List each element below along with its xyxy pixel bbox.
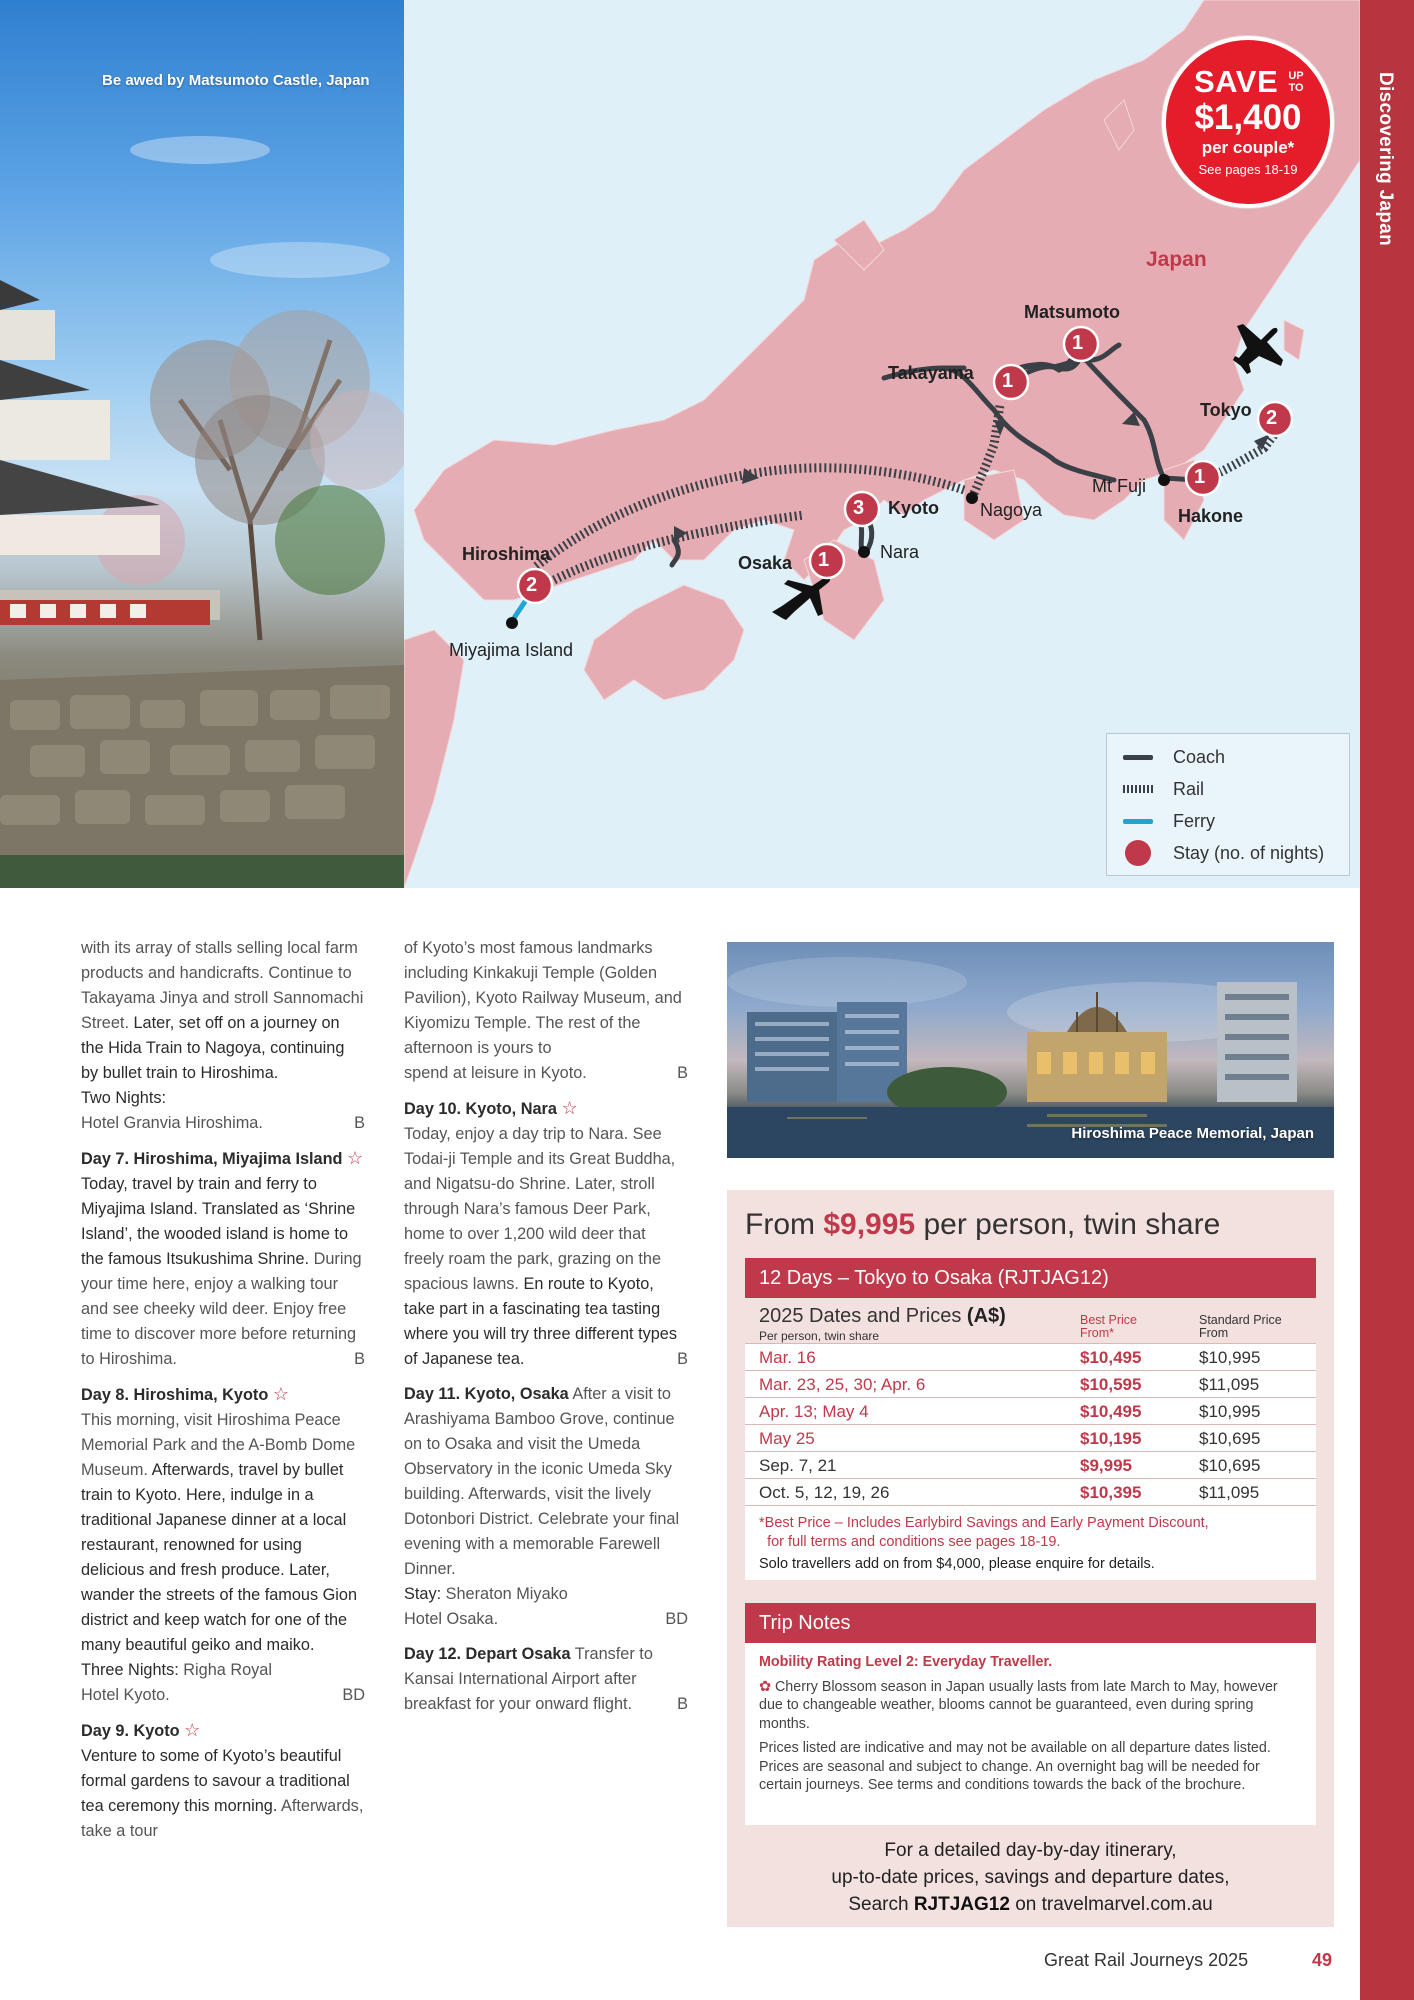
hotel-name: Hotel Kyoto.	[81, 1686, 170, 1704]
stay-tokyo: 2	[1266, 407, 1278, 429]
day-title: Day 8. Hiroshima, Kyoto	[81, 1386, 269, 1404]
itinerary-day6-continued	[81, 936, 365, 1136]
city-kyoto: Kyoto	[888, 498, 939, 518]
best-price-header-line2: From*	[1080, 1326, 1115, 1340]
itinerary-day7	[81, 1146, 365, 1372]
stay-osaka: 1	[818, 549, 830, 571]
footer-publication-title: Great Rail Journeys 2025	[1044, 1950, 1249, 1970]
cherry-blossom-text: Cherry Blossom season in Japan usually lasts from late March to May, however due to changeable weather, blooms cannot be guaranteed, even during spring months.	[759, 1678, 1278, 1732]
text: Later, set off on a journey on the Hida Train to Nagoya, continuing by bullet train to Hiroshima.	[81, 1014, 345, 1082]
section-side-tab-label: Discovering Japan	[1375, 72, 1396, 247]
row-date: Oct. 5, 12, 19, 26	[759, 1483, 890, 1502]
table-row	[745, 1371, 1316, 1398]
legend-rail	[1123, 776, 1204, 802]
cta-search-prefix: Search	[848, 1894, 909, 1915]
cta-line1: For a detailed day-by-day itinerary,	[884, 1840, 1177, 1861]
footnote-line1: *Best Price – Includes Earlybird Savings and Early Payment Discount,	[759, 1515, 1209, 1531]
ferry-swatch	[1123, 808, 1155, 834]
text: Three Nights:	[81, 1661, 179, 1679]
text: After a visit to Arashiyama Bamboo Grove, continue on to Osaka and visit the Umeda Observatory in the iconic Umeda Sky building. Afterwards, visit the lively Dotonbori District. Celebrate your final evening with a memorable Farewell Dinner.	[404, 1385, 680, 1578]
row-best-price: $9,995	[1080, 1456, 1132, 1475]
standard-price-header-line1: Standard Price	[1199, 1313, 1282, 1327]
dates-heading-text: 2025 Dates and Prices	[759, 1305, 962, 1327]
hotel-line	[81, 1683, 365, 1708]
row-date: Mar. 16	[759, 1348, 816, 1367]
meal-line	[81, 1347, 365, 1372]
dates-currency: (A$)	[966, 1305, 1006, 1327]
row-standard-price: $10,995	[1199, 1402, 1261, 1421]
stay-hiroshima: 2	[526, 574, 538, 596]
standard-price-header	[1199, 1314, 1282, 1340]
itinerary-column-1	[81, 936, 365, 1854]
text: Afterwards, travel by bullet train to Kyoto. Here, indulge in a traditional Japanese dinner at a local restaurant, renowned for using delicious and fresh produce. Later, wander the streets of the famous Gion district and keep watch for one of the many beautiful geiko and maiko.	[81, 1461, 358, 1654]
text: Righa Royal	[183, 1661, 272, 1679]
itinerary-cta	[727, 1837, 1334, 1918]
legend-rail-label: Rail	[1173, 778, 1205, 799]
text: Transfer to Kansai International Airport after	[404, 1645, 653, 1688]
city-nara: Nara	[880, 542, 920, 562]
hiroshima-photo-caption: Hiroshima Peace Memorial, Japan	[1071, 1125, 1314, 1142]
itinerary-day11	[404, 1382, 688, 1632]
text: to Hiroshima.	[81, 1350, 177, 1368]
trip-title-bar: 12 Days – Tokyo to Osaka (RJTJAG12)	[745, 1258, 1316, 1298]
text: Today, travel by train and ferry to Miyajima Island. Translated as ‘Shrine Island’, the wooded island is home to the famous Itsukushima Shrine.	[81, 1175, 356, 1268]
city-miyajima: Miyajima Island	[449, 640, 574, 660]
row-standard-price: $10,695	[1199, 1429, 1261, 1448]
table-row	[745, 1425, 1316, 1452]
row-date: Apr. 13; May 4	[759, 1402, 869, 1421]
cta-website[interactable]: on travelmarvel.com.au	[1015, 1894, 1213, 1915]
from-prefix: From	[745, 1208, 815, 1241]
meal-line	[404, 1347, 688, 1372]
text: Today, enjoy a day trip to Nara. See Todai-ji Temple and its Great Buddha, and Nigatsu-do Shrine. Later, stroll through Nara’s famous Deer Park, home to over 1,200 wild deer that freely roam the park, grazing on the spacious lawns.	[404, 1125, 676, 1293]
badge-amount: $1,400	[1194, 98, 1302, 137]
city-tokyo: Tokyo	[1200, 400, 1252, 420]
map-legend	[1106, 733, 1350, 876]
from-price: $9,995	[823, 1208, 916, 1241]
from-price-line	[745, 1208, 1220, 1242]
meal-code: B	[677, 1064, 688, 1082]
mobility-rating: Mobility Rating Level 2: Everyday Traveller.	[759, 1654, 1053, 1670]
meal-code: B	[677, 1350, 688, 1368]
badge-see-pages: See pages 18-19	[1198, 162, 1298, 177]
footnote-line2: for full terms and conditions see pages 18-19.	[767, 1534, 1061, 1550]
best-price-header	[1080, 1314, 1137, 1340]
itinerary-day9	[81, 1718, 365, 1844]
castle-photo	[0, 0, 404, 888]
country-label: Japan	[1146, 248, 1207, 271]
city-matsumoto: Matsumoto	[1024, 302, 1120, 322]
city-takayama: Takayama	[888, 363, 974, 383]
city-nagoya: Nagoya	[980, 500, 1043, 520]
text: of Japanese tea.	[404, 1350, 525, 1368]
text: Two Nights:	[81, 1089, 167, 1107]
text: Sheraton Miyako	[445, 1585, 568, 1603]
meal-code: B	[677, 1695, 688, 1713]
dates-heading	[759, 1305, 1006, 1328]
row-date: Sep. 7, 21	[759, 1456, 837, 1475]
legend-ferry-label: Ferry	[1173, 810, 1215, 831]
city-hakone: Hakone	[1178, 506, 1244, 526]
star-icon: ☆	[561, 1098, 578, 1118]
stay-matsumoto: 1	[1072, 332, 1084, 354]
text: This morning, visit Hiroshima Peace Memorial Park and the A-Bomb Dome Museum.	[81, 1411, 356, 1479]
day-title: Day 9. Kyoto	[81, 1722, 180, 1740]
itinerary-day9-continued	[404, 936, 688, 1086]
row-standard-price: $10,995	[1199, 1348, 1261, 1367]
meal-line	[404, 1692, 688, 1717]
solo-note: Solo travellers add on from $4,000, please enquire for details.	[759, 1556, 1155, 1572]
text: with its array of stalls selling local farm products and handicrafts. Continue to Takayama Jinya and stroll Sannomachi Street.	[81, 939, 364, 1032]
text: Venture to some of Kyoto’s beautiful formal gardens to savour a traditional tea ceremony this morning.	[81, 1747, 350, 1815]
itinerary-day8	[81, 1382, 365, 1708]
star-icon: ☆	[184, 1720, 201, 1740]
trip-notes-box	[745, 1643, 1316, 1825]
day-title: Day 12. Depart Osaka	[404, 1645, 571, 1663]
hiroshima-photo	[727, 942, 1334, 1158]
row-date: May 25	[759, 1429, 815, 1448]
row-standard-price: $11,095	[1199, 1375, 1260, 1394]
row-best-price: $10,595	[1080, 1375, 1142, 1394]
legend-coach	[1123, 744, 1225, 770]
from-suffix: per person, twin share	[923, 1208, 1221, 1241]
meal-line	[404, 1061, 688, 1086]
city-mt-fuji: Mt Fuji	[1092, 476, 1146, 496]
pricing-panel	[727, 1190, 1334, 1927]
text: Stay:	[404, 1585, 442, 1603]
star-icon: ☆	[272, 1384, 289, 1404]
row-date: Mar. 23, 25, 30; Apr. 6	[759, 1375, 926, 1394]
hotel-name: Hotel Osaka.	[404, 1610, 499, 1628]
meal-code: B	[354, 1114, 365, 1132]
row-best-price: $10,195	[1080, 1429, 1142, 1448]
table-row	[745, 1398, 1316, 1425]
table-row	[745, 1479, 1316, 1506]
stay-kyoto: 3	[853, 497, 865, 519]
itinerary-column-2	[404, 936, 688, 1727]
legend-ferry	[1123, 808, 1215, 834]
castle-illustration	[0, 0, 404, 888]
table-row	[745, 1452, 1316, 1479]
badge-upto: UP TO	[1288, 70, 1304, 94]
standard-price-header-line2: From	[1199, 1326, 1229, 1340]
castle-photo-caption: Be awed by Matsumoto Castle, Japan	[102, 72, 370, 89]
cta-line3	[727, 1891, 1334, 1918]
row-best-price: $10,495	[1080, 1348, 1142, 1367]
row-standard-price: $11,095	[1199, 1483, 1260, 1502]
meal-code: BD	[665, 1610, 688, 1628]
legend-stay-label: Stay (no. of nights)	[1173, 842, 1325, 863]
badge-per-couple: per couple*	[1201, 138, 1295, 157]
text: of Kyoto’s most famous landmarks including Kinkakuji Temple (Golden Pavilion), Kyoto Railway Museum, and Kiyomizu Temple. The rest of the afternoon is yours to	[404, 939, 682, 1057]
dates-subheading: Per person, twin share	[759, 1329, 880, 1343]
meal-code: B	[354, 1350, 365, 1368]
coach-swatch	[1123, 744, 1155, 770]
dates-table-header	[745, 1298, 1316, 1344]
itinerary-day10	[404, 1096, 688, 1372]
stay-swatch	[1123, 840, 1155, 866]
prices-disclaimer: Prices listed are indicative and may not be available on all departure dates listed. Prices are seasonal and subject to change. An overnight bag will be needed for certain journeys. See terms and conditions towards the back of the brochure.	[759, 1740, 1271, 1793]
legend-stay	[1123, 840, 1324, 866]
hotel-line	[81, 1111, 365, 1136]
best-price-header-line1: Best Price	[1080, 1313, 1137, 1327]
row-best-price: $10,395	[1080, 1483, 1142, 1502]
dates-prices-table	[745, 1298, 1316, 1580]
text: During your time here, enjoy a walking tour and see cheeky wild deer. Enjoy free time to discover more before returning	[81, 1250, 362, 1343]
trip-notes-bar: Trip Notes	[745, 1603, 1316, 1643]
text: En route to Kyoto, take part in a fascinating tea tasting where you will try three different types	[404, 1275, 677, 1343]
city-osaka: Osaka	[738, 553, 793, 573]
text: Afterwards, take a tour	[81, 1797, 364, 1840]
day-title: Day 10. Kyoto, Nara	[404, 1100, 557, 1118]
save-badge	[1162, 36, 1334, 208]
hotel-line	[404, 1607, 688, 1632]
day-title: Day 11. Kyoto, Osaka	[404, 1385, 569, 1403]
row-standard-price: $10,695	[1199, 1456, 1261, 1475]
badge-save: SAVE	[1194, 64, 1279, 99]
cta-line2: up-to-date prices, savings and departure dates,	[831, 1867, 1230, 1888]
table-row	[745, 1344, 1316, 1371]
best-price-footnote	[759, 1514, 1309, 1552]
rail-swatch	[1123, 776, 1155, 802]
legend-coach-label: Coach	[1173, 746, 1226, 767]
stay-takayama: 1	[1002, 370, 1014, 392]
day-title: Day 7. Hiroshima, Miyajima Island	[81, 1150, 343, 1168]
itinerary-day12	[404, 1642, 688, 1717]
city-hiroshima: Hiroshima	[462, 544, 551, 564]
trip-code: RJTJAG12	[913, 1894, 1010, 1915]
cherry-blossom-icon: ✿	[759, 1678, 771, 1695]
text: breakfast for your onward flight.	[404, 1695, 633, 1713]
text: spend at leisure in Kyoto.	[404, 1064, 587, 1082]
stay-hakone: 1	[1194, 466, 1206, 488]
cherry-blossom-note	[759, 1678, 1302, 1734]
row-best-price: $10,495	[1080, 1402, 1142, 1421]
section-side-tab	[1360, 0, 1414, 2000]
star-icon: ☆	[347, 1148, 364, 1168]
page-number: 49	[1312, 1950, 1333, 1970]
hotel-name: Hotel Granvia Hiroshima.	[81, 1114, 263, 1132]
meal-code: BD	[342, 1686, 365, 1704]
